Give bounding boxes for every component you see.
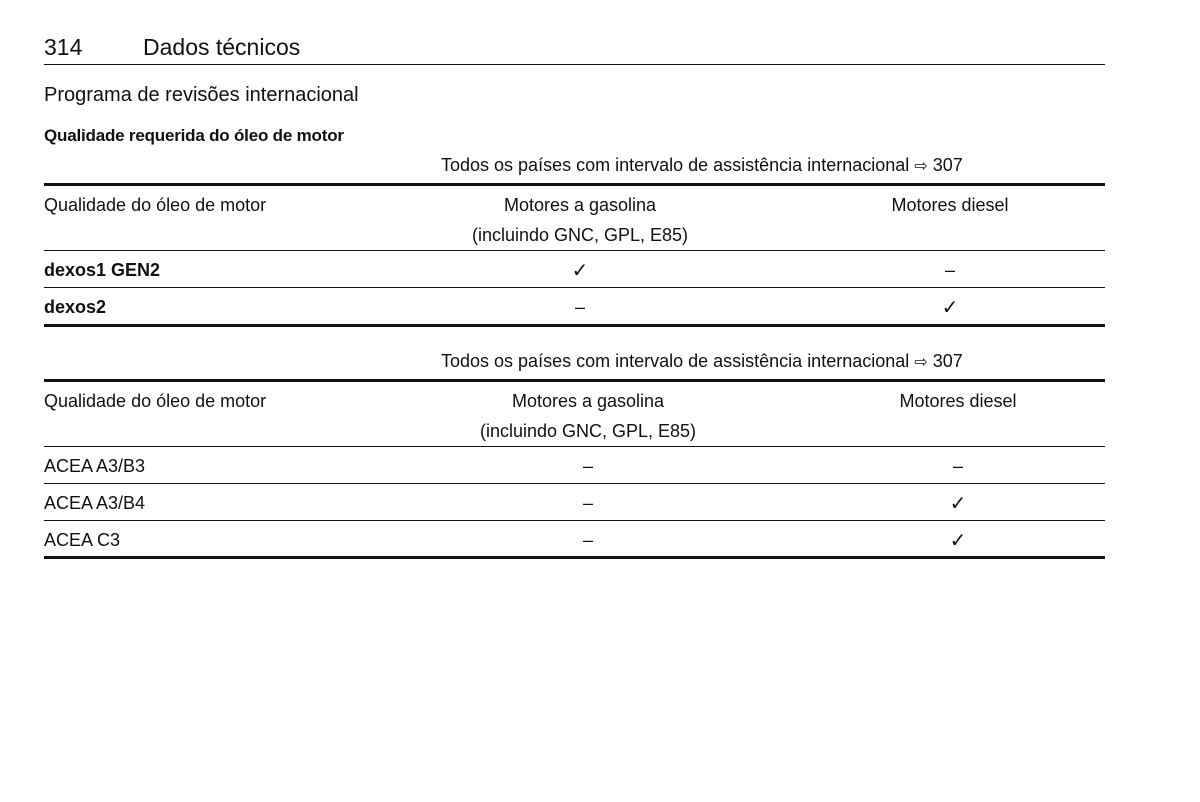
span-header-text: Todos os países com intervalo de assistência internacional [441, 351, 910, 371]
row-a3b3-gasoline: – [582, 456, 593, 476]
arrow-ref-icon: ⇨ [914, 354, 928, 371]
page-number: 314 [44, 34, 83, 60]
row-name-dexos1: dexos1 GEN2 [44, 260, 161, 280]
col-header-gasoline: Motores a gasolina [503, 195, 657, 215]
row-name-acea-a3b4: ACEA A3/B4 [44, 493, 146, 513]
arrow-ref-icon: ⇨ [914, 158, 928, 175]
row-c3-gasoline: – [582, 530, 593, 550]
row-a3b3-diesel: – [952, 456, 963, 476]
table-top-rule [44, 183, 1105, 186]
col-header-diesel: Motores diesel [891, 195, 1009, 215]
row-divider [44, 287, 1105, 288]
sub-title: Qualidade requerida do óleo de motor [44, 126, 344, 145]
span-header-ref[interactable]: 307 [932, 155, 963, 175]
col-header-gasoline-note: (incluindo GNC, GPL, E85) [479, 421, 697, 441]
row-c3-diesel: ✓ [949, 530, 967, 552]
table-bottom-rule [44, 556, 1105, 559]
row-dexos1-gasoline: ✓ [571, 260, 589, 282]
header-divider [44, 446, 1105, 447]
page-header [44, 34, 1105, 65]
col-header-quality: Qualidade do óleo de motor [44, 195, 267, 215]
row-a3b4-diesel: ✓ [949, 493, 967, 515]
page-title: Dados técnicos [143, 34, 301, 60]
span-header [441, 351, 963, 372]
row-name-dexos2: dexos2 [44, 297, 107, 317]
row-name-acea-c3: ACEA C3 [44, 530, 121, 550]
span-header-text: Todos os países com intervalo de assistência internacional [441, 155, 910, 175]
row-a3b4-gasoline: – [582, 493, 593, 513]
row-name-acea-a3b3: ACEA A3/B3 [44, 456, 146, 476]
table-top-rule [44, 379, 1105, 382]
row-dexos2-diesel: ✓ [941, 297, 959, 319]
row-divider [44, 520, 1105, 521]
col-header-gasoline: Motores a gasolina [511, 391, 665, 411]
row-dexos1-diesel: – [944, 260, 955, 280]
header-divider [44, 250, 1105, 251]
row-divider [44, 483, 1105, 484]
span-header [441, 155, 963, 176]
col-header-diesel: Motores diesel [899, 391, 1017, 411]
section-title: Programa de revisões internacional [44, 84, 359, 106]
col-header-quality: Qualidade do óleo de motor [44, 391, 267, 411]
col-header-gasoline-note: (incluindo GNC, GPL, E85) [471, 225, 689, 245]
table-bottom-rule [44, 324, 1105, 327]
row-dexos2-gasoline: – [574, 297, 585, 317]
span-header-ref[interactable]: 307 [932, 351, 963, 371]
